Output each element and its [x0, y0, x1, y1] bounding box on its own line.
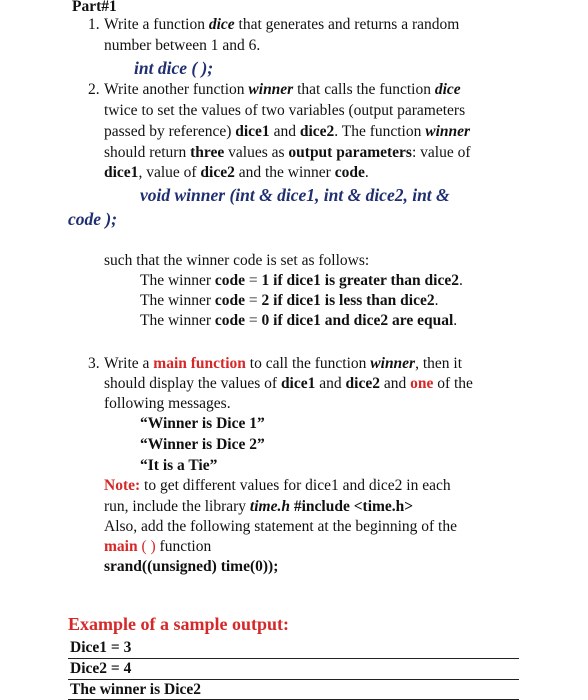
example-title: Example of a sample output: — [68, 614, 290, 634]
q2-line-1: Write another function winner that calls the function dice — [104, 81, 461, 98]
message-1: “Winner is Dice 1” — [140, 415, 265, 432]
note-label: Note: — [104, 477, 141, 494]
q3-line-3: following messages. — [104, 395, 231, 412]
q2-line-3: passed by reference) dice1 and dice2. The function winner — [104, 123, 471, 140]
example-line-2: Dice2 = 4 — [70, 660, 132, 677]
example-line-1: Dice1 = 3 — [70, 639, 132, 656]
q1-prototype: int dice ( ); — [134, 58, 214, 78]
q2-prototype-line-2: code ); — [68, 209, 118, 229]
example-line-3: The winner is Dice2 — [70, 681, 202, 698]
winner-code-rule-1: The winner code = 1 if dice1 is greater than dice2. — [140, 272, 463, 289]
example-divider-1 — [68, 658, 519, 659]
winner-code-rule-3: The winner code = 0 if dice1 and dice2 are equal. — [140, 312, 458, 329]
example-divider-2 — [68, 679, 519, 680]
q3-line-2: should display the values of dice1 and dice2 and one of the — [104, 375, 473, 392]
winner-code-rule-2: The winner code = 2 if dice1 is less than dice2. — [140, 292, 439, 309]
q3-number: 3. — [88, 355, 100, 372]
q1-number: 1. — [88, 16, 100, 33]
q1-dice-term: dice — [208, 16, 235, 33]
main-function-line: main ( ) function — [104, 538, 212, 555]
q2-number: 2. — [88, 81, 100, 98]
q3-line-1: Write a main function to call the function winner, then it — [104, 355, 463, 372]
message-2: “Winner is Dice 2” — [140, 436, 265, 453]
q2-prototype-line-1: void winner (int & dice1, int & dice2, int & — [140, 185, 450, 205]
q2-line-4: should return three values as output parameters: value of — [104, 144, 471, 161]
q2-line-5: dice1, value of dice2 and the winner code. — [104, 164, 369, 181]
also-line: Also, add the following statement at the beginning of the — [104, 518, 457, 535]
note-line-1: Note: to get different values for dice1 and dice2 in each — [104, 477, 451, 494]
main-function-term: main function — [153, 355, 246, 372]
q2-line-2: twice to set the values of two variables (output parameters — [104, 102, 466, 119]
q1-line-2: number between 1 and 6. — [104, 37, 261, 54]
message-3: “It is a Tie” — [140, 457, 218, 474]
note-line-2: run, include the library time.h #include <time.h> — [104, 498, 414, 515]
winner-code-intro: such that the winner code is set as follows: — [104, 252, 370, 269]
srand-statement: srand((unsigned) time(0)); — [104, 558, 279, 575]
part-title: Part#1 — [72, 0, 117, 15]
q1-line-1: Write a function dice that generates and returns a random — [104, 16, 460, 33]
